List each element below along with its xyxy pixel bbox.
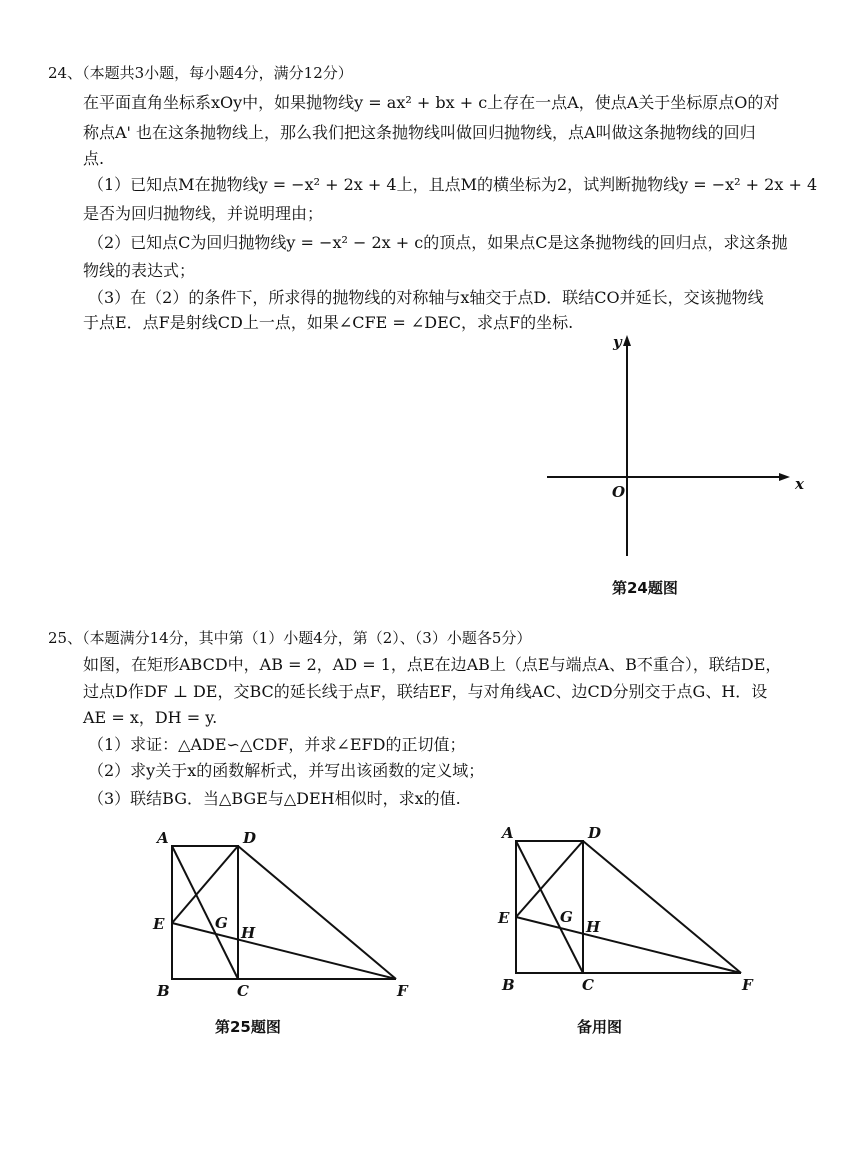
q24-part-3-line-2: 于点E．点F是射线CD上一点，如果∠CFE = ∠DEC，求点F的坐标.: [83, 313, 574, 332]
q25-line-3: AE = x，DH = y.: [83, 708, 218, 727]
label-c: C: [237, 982, 249, 1000]
label-f: F: [397, 982, 408, 1000]
q24-part-1-line-1: （1）已知点M在抛物线y = −x² + 2x + 4上，且点M的横坐标为2，试判断抛物线y = −x² + 2x + 4: [88, 175, 818, 194]
label-a: A: [157, 829, 169, 847]
q24-part-1-line-2: 是否为回归抛物线，并说明理由；: [83, 204, 324, 223]
q25-figure-caption: 第25题图: [215, 1018, 281, 1036]
q25-part-3: （3）联结BG．当△BGE与△DEH相似时，求x的值.: [88, 789, 461, 808]
y-axis-arrow: [623, 335, 631, 346]
label-h: H: [241, 924, 256, 942]
q24-line-2: 称点A' 也在这条抛物线上，那么我们把这条抛物线叫做回归抛物线，点A叫做这条抛物线的回归: [83, 123, 756, 142]
q25-header: 25、（本题满分14分，其中第（1）小题4分，第（2）、（3）小题各5分）: [48, 629, 532, 647]
spare-label-b: B: [502, 976, 515, 994]
spare-label-e: E: [498, 909, 510, 927]
spare-label-d: D: [588, 824, 602, 842]
y-axis-label: y: [613, 333, 622, 351]
spare-label-a: A: [502, 824, 514, 842]
q25-part-2: （2）求y关于x的函数解析式，并写出该函数的定义域；: [88, 761, 485, 780]
q25-line-2: 过点D作DF ⊥ DE，交BC的延长线于点F，联结EF，与对角线AC、边CD分别交于点G、H．设: [83, 682, 768, 701]
label-e: E: [153, 915, 165, 933]
q24-part-3-line-1: （3）在（2）的条件下，所求得的抛物线的对称轴与x轴交于点D．联结CO并延长，交该抛物线: [88, 288, 764, 307]
label-b: B: [157, 982, 170, 1000]
q24-part-2-line-2: 物线的表达式；: [83, 261, 196, 280]
spare-label-f: F: [742, 976, 753, 994]
x-axis-arrow: [779, 473, 790, 481]
q25-part-1: （1）求证：△ADE∽△CDF，并求∠EFD的正切值；: [88, 735, 466, 754]
q24-figure-caption: 第24题图: [612, 579, 678, 597]
label-d: D: [243, 829, 257, 847]
spare-label-h: H: [586, 918, 601, 936]
q24-part-2-line-1: （2）已知点C为回归抛物线y = −x² − 2x + c的顶点，如果点C是这条抛物线的回归点，求这条抛: [88, 233, 788, 252]
q25-main-figure: [172, 846, 396, 979]
origin-label: O: [612, 483, 626, 501]
q25-line-1: 如图，在矩形ABCD中，AB = 2，AD = 1，点E在边AB上（点E与端点A、B不重合），联结DE，: [83, 655, 782, 674]
spare-label-g: G: [560, 908, 573, 926]
q24-line-1: 在平面直角坐标系xOy中，如果抛物线y = ax² + bx + c上存在一点A，使点A关于坐标原点O的对: [83, 93, 780, 112]
q25-spare-figure-caption: 备用图: [577, 1018, 623, 1036]
q24-header: 24、（本题共3小题，每小题4分，满分12分）: [48, 64, 353, 82]
label-g: G: [215, 914, 228, 932]
spare-label-c: C: [582, 976, 594, 994]
q25-spare-figure: [516, 841, 741, 973]
x-axis-label: x: [795, 475, 804, 493]
q24-line-3: 点.: [83, 149, 105, 168]
